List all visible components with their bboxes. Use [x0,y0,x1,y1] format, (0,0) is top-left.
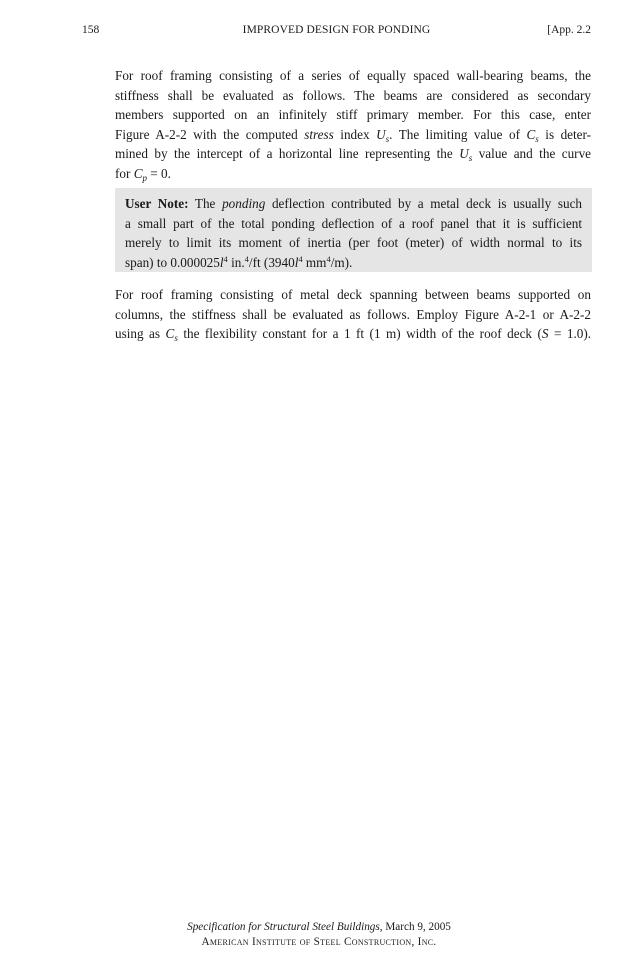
paragraph-line: Figure A-2-2 with the computed stress index $U_s$. The limiting value of $C_s$ is deter- [115,126,592,144]
paragraph-line: For roof framing consisting of metal deck spanning between beams supported on [115,287,591,302]
section-reference: [App. 2.2 [547,24,591,36]
paragraph-line: using as $C_s$ the flexibility constant for a 1 ft (1 m) width of the roof deck (S = 1.0). [115,326,592,344]
note-line: User Note: The ponding deflection contributed by a metal deck is usually such [125,196,583,211]
note-line: merely to limit its moment of inertia (per foot (meter) of width normal to its [125,235,582,251]
running-title: IMPROVED DESIGN FOR PONDING [242,24,431,36]
paragraph-line: mined by the intercept of a horizontal line representing the $U_s$ value and the curve [115,146,592,164]
paragraph-line: stiffness shall be evaluated as follows. The beams are considered as secondary [115,87,591,103]
footer-spec-line [0,921,638,933]
user-note-box [115,188,592,272]
note-line: span) to $0.000025l^4$ in.$^4$/ft ($3940l^4$ $mm^4/m$). [125,253,353,270]
footer-spec-title: Specification for Structural Steel Buildings, [187,921,383,933]
paragraph-metal-deck [115,285,591,344]
paragraph-line: for $C_p = 0$. [115,165,171,183]
paragraph-wall-bearing-beams [115,66,591,184]
paragraph-line: members supported on an infinitely stiff primary member. For this case, enter [115,107,591,123]
footer-date: March 9, 2005 [385,921,451,933]
paragraph-line: columns, the stiffness shall be evaluated as follows. Employ Figure A-2-1 or A-2-2 [115,306,591,322]
footer-publisher: American Institute of Steel Construction, Inc. [201,936,437,948]
page-header [82,24,591,40]
page-number: 158 [82,24,100,36]
user-note-label: User Note: [125,196,189,211]
paragraph-line: For roof framing consisting of a series of equally spaced wall-bearing beams, the [115,68,591,83]
note-line: a small part of the total ponding deflection of a roof panel that it is sufficient [125,215,582,231]
